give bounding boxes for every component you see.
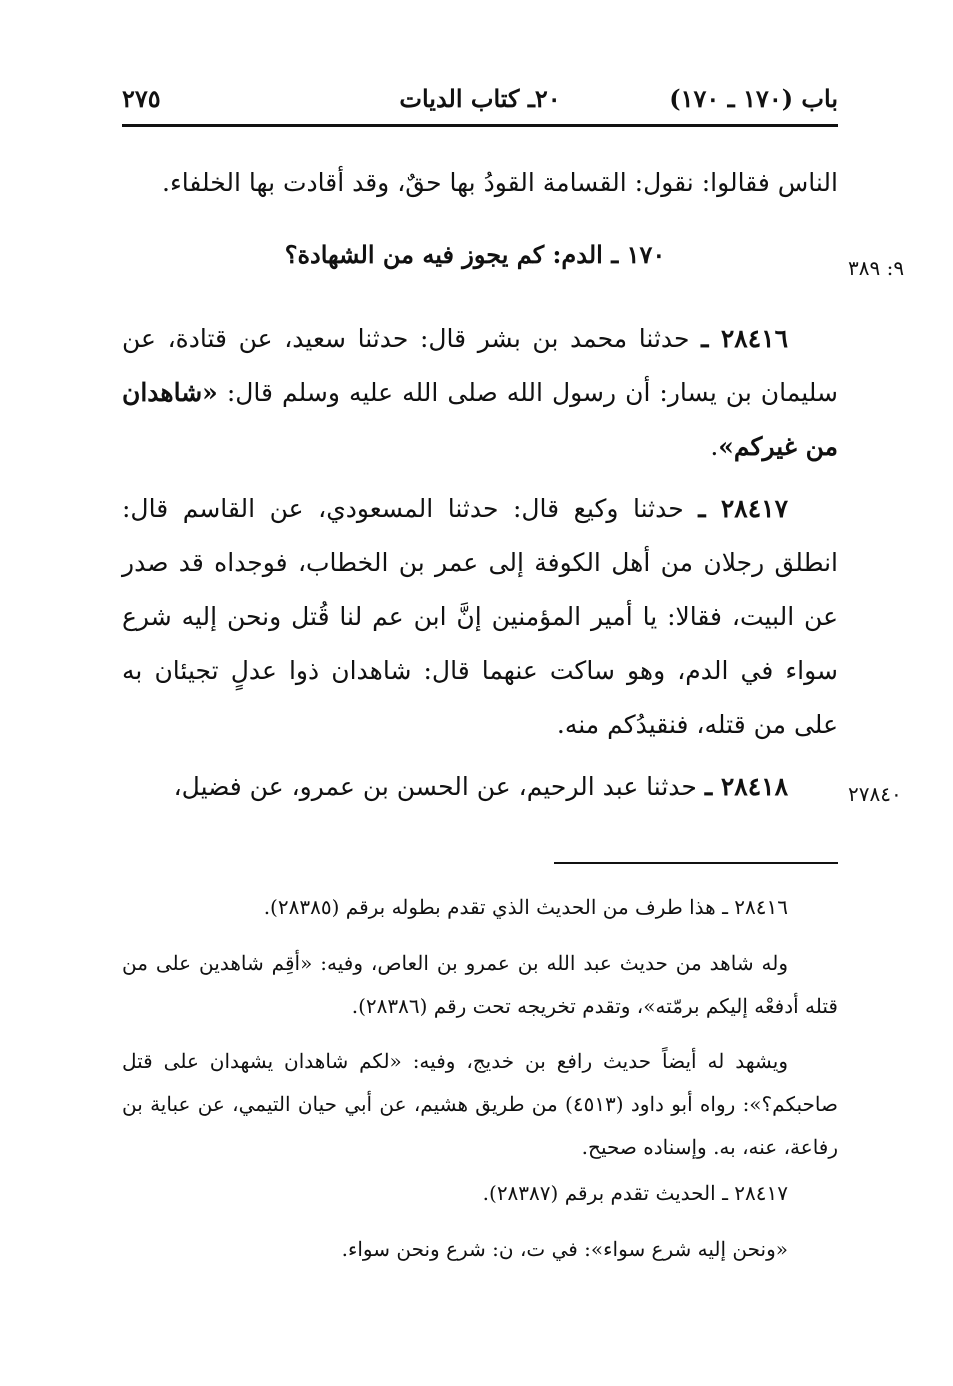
- footnote-1: ٢٨٤١٦ ـ هذا طرف من الحديث الذي تقدم بطوله برقم (٢٨٣٨٥).: [263, 895, 788, 919]
- opening-paragraph: الناس فقالوا: نقول: القسامة القودُ بها حقٌ، وقد أقادت بها الخلفاء.: [162, 168, 838, 197]
- hadith-text: حدثنا محمد بن بشر قال: حدثنا سعيد، عن قتادة، عن سليمان بن يسار: أن رسول الله صلى الله عليه وسلم قال:: [122, 324, 838, 407]
- hadith-28417: [122, 482, 838, 752]
- chapter-margin-ref: ٩: ٣٨٩: [848, 256, 905, 280]
- hadith-number: ٢٨٤١٦ ـ: [701, 324, 789, 353]
- hadith-margin-ref: ٢٧٨٤٠: [848, 782, 902, 806]
- chapter-heading: ١٧٠ ـ الدم: كم يجوز فيه من الشهادة؟: [284, 240, 666, 269]
- hadith-text: حدثنا عبد الرحيم، عن الحسن بن عمرو، عن فضيل،: [173, 772, 705, 801]
- footnote-2: وله شاهد من حديث عبد الله بن عمرو بن العاص، وفيه: «أقِم شاهدين على من قتله أدفعْه إليكم برمّته»، وتقدم تخريجه تحت رقم (٢٨٣٨٦).: [122, 951, 838, 1018]
- book-title: ٢٠ـ كتاب الديات: [399, 84, 561, 113]
- hadith-text: حدثنا وكيع قال: حدثنا المسعودي، عن القاسم قال: انطلق رجلان من أهل الكوفة إلى عمر بن الخطاب، فوجداه قد صدر عن البيت، فقالا: يا أمير المؤمنين إنَّ ابن عم لنا قُتل ونحن إليه شرع سواء في الدم، وهو ساكت عنهما قال: شاهدان ذوا عدلٍ تجيئان به على من قتله، فنقيدُكم منه.: [122, 494, 838, 739]
- hadith-text-end: .: [710, 432, 719, 461]
- hadith-28418: [122, 760, 838, 814]
- hadith-number: ٢٨٤١٧ ـ: [698, 494, 788, 523]
- footnote-3: ويشهد له أيضاً حديث رافع بن خديج، وفيه: «لكم شاهدان يشهدان على قتل صاحبكم؟»: رواه أبو داود (٤٥١٣) من طريق هشيم، عن أبي حيان التيمي، عن عباية بن رفاعة، عنه، به. وإسناده صحيح.: [122, 1049, 838, 1159]
- footnote-5: «ونحن إليه شرع سواء»: في ت، ن: شرع ونحن سواء.: [341, 1237, 788, 1261]
- hadith-quote: «شاهدان من غيركم»: [122, 378, 838, 461]
- hadith-28416: [122, 312, 838, 474]
- page-number: ٢٧٥: [122, 84, 161, 113]
- hadith-number: ٢٨٤١٨ ـ: [704, 772, 788, 801]
- footnote-divider: [554, 862, 838, 864]
- header-divider: [122, 124, 838, 127]
- page-header: [122, 78, 838, 126]
- section-range: باب (١٧٠ ـ ١٧٠): [669, 84, 838, 113]
- footnote-4: ٢٨٤١٧ ـ الحديث تقدم برقم (٢٨٣٨٧).: [482, 1181, 788, 1205]
